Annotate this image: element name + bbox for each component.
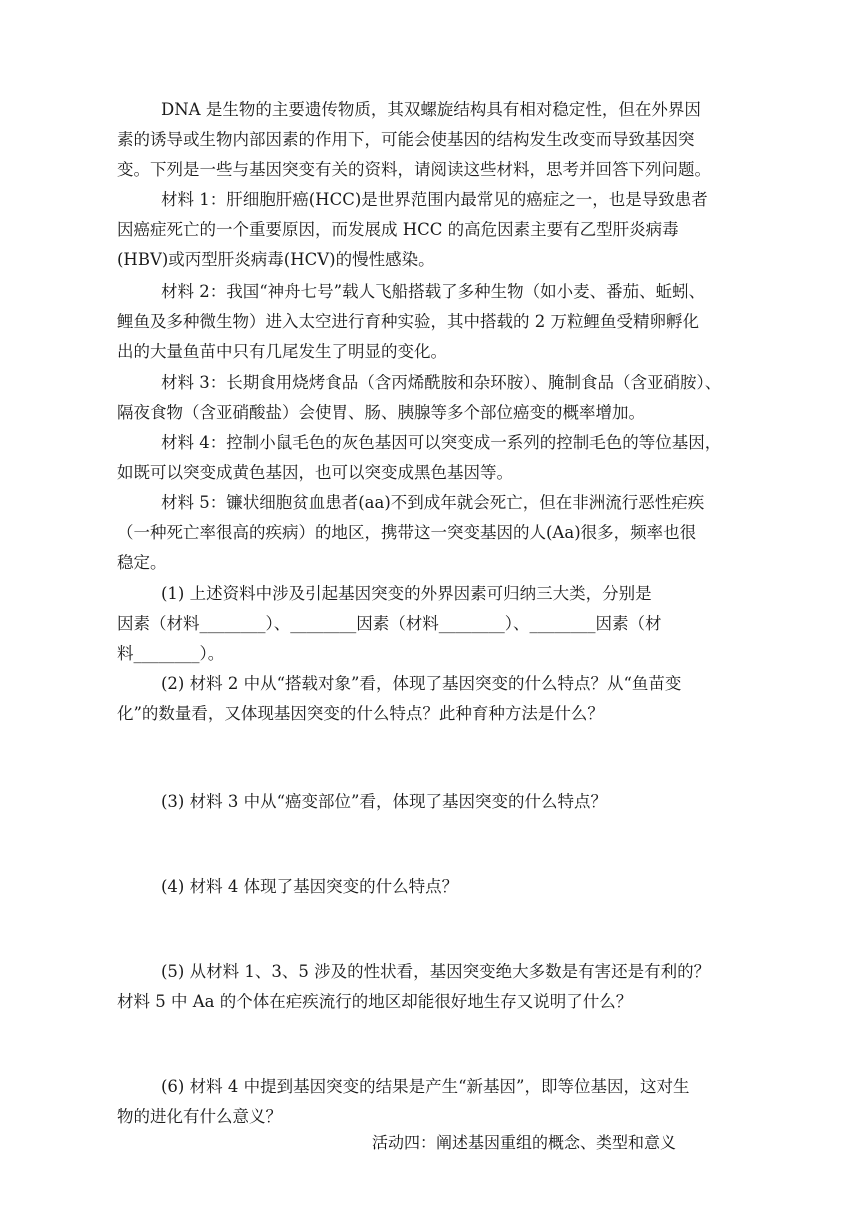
question-line: (6) 材料 4 中提到基因突变的结果是产生“新基因”，即等位基因，这对生	[161, 1077, 690, 1096]
intro-line: 素的诱导或生物内部因素的作用下，可能会使基因的结构发生改变而导致基因突	[117, 130, 695, 149]
intro-line: 变。下列是一些与基因突变有关的资料，请阅读这些材料，思考并回答下列问题。	[117, 160, 711, 179]
material-line: 材料 5：镰状细胞贫血患者(aa)不到成年就会死亡，但在非洲流行恶性疟疾	[161, 493, 705, 512]
question-line: (4) 材料 4 体现了基因突变的什么特点？	[161, 877, 459, 896]
question-line: 化”的数量看，又体现基因突变的什么特点？此种育种方法是什么？	[117, 704, 604, 723]
material-line: 材料 2：我国“神舟七号”载人飞船搭载了多种生物（如小麦、番茄、蚯蚓、	[161, 282, 706, 301]
question-line: 因素（材料________）、________因素（材料________）、________因素（材	[117, 614, 662, 633]
material-line: (HBV)或丙型肝炎病毒(HCV)的慢性感染。	[117, 250, 435, 269]
question-line: 材料 5 中 Aa 的个体在疟疾流行的地区却能很好地生存又说明了什么？	[117, 992, 633, 1011]
activity-heading: 活动四：阐述基因重组的概念、类型和意义	[372, 1133, 677, 1152]
material-line: 如既可以突变成黄色基因，也可以突变成黑色基因等。	[117, 463, 513, 482]
material-line: 稳定。	[117, 553, 167, 572]
intro-line: DNA 是生物的主要遗传物质，其双螺旋结构具有相对稳定性，但在外界因	[161, 100, 701, 119]
question-line: 料________）。	[117, 644, 225, 663]
material-line: 鲤鱼及多种微生物）进入太空进行育种实验，其中搭载的 2 万粒鲤鱼受精卵孵化	[117, 312, 699, 331]
material-line: 隔夜食物（含亚硝酸盐）会使胃、肠、胰腺等多个部位癌变的概率增加。	[117, 403, 645, 422]
question-line: (5) 从材料 1、3、5 涉及的性状看，基因突变绝大多数是有害还是有利的？	[161, 962, 711, 981]
question-line: (3) 材料 3 中从“癌变部位”看，体现了基因突变的什么特点？	[161, 792, 607, 811]
question-line: (1) 上述资料中涉及引起基因突变的外界因素可归纳三大类，分别是	[161, 584, 652, 603]
question-line: 物的进化有什么意义？	[117, 1107, 282, 1126]
material-line: 材料 3：长期食用烧烤食品（含丙烯酰胺和杂环胺）、腌制食品（含亚硝胺）、	[161, 373, 722, 392]
material-line: （一种死亡率很高的疾病）的地区，携带这一突变基因的人(Aa)很多，频率也很	[117, 523, 697, 542]
question-line: (2) 材料 2 中从“搭载对象”看，体现了基因突变的什么特点？从“鱼苗变	[161, 674, 682, 693]
material-line: 因癌症死亡的一个重要原因，而发展成 HCC 的高危因素主要有乙型肝炎病毒	[117, 220, 679, 239]
material-line: 材料 1：肝细胞肝癌(HCC)是世界范围内最常见的癌症之一，也是导致患者	[161, 190, 708, 209]
material-line: 材料 4：控制小鼠毛色的灰色基因可以突变成一系列的控制毛色的等位基因，	[161, 433, 722, 452]
material-line: 出的大量鱼苗中只有几尾发生了明显的变化。	[117, 342, 447, 361]
